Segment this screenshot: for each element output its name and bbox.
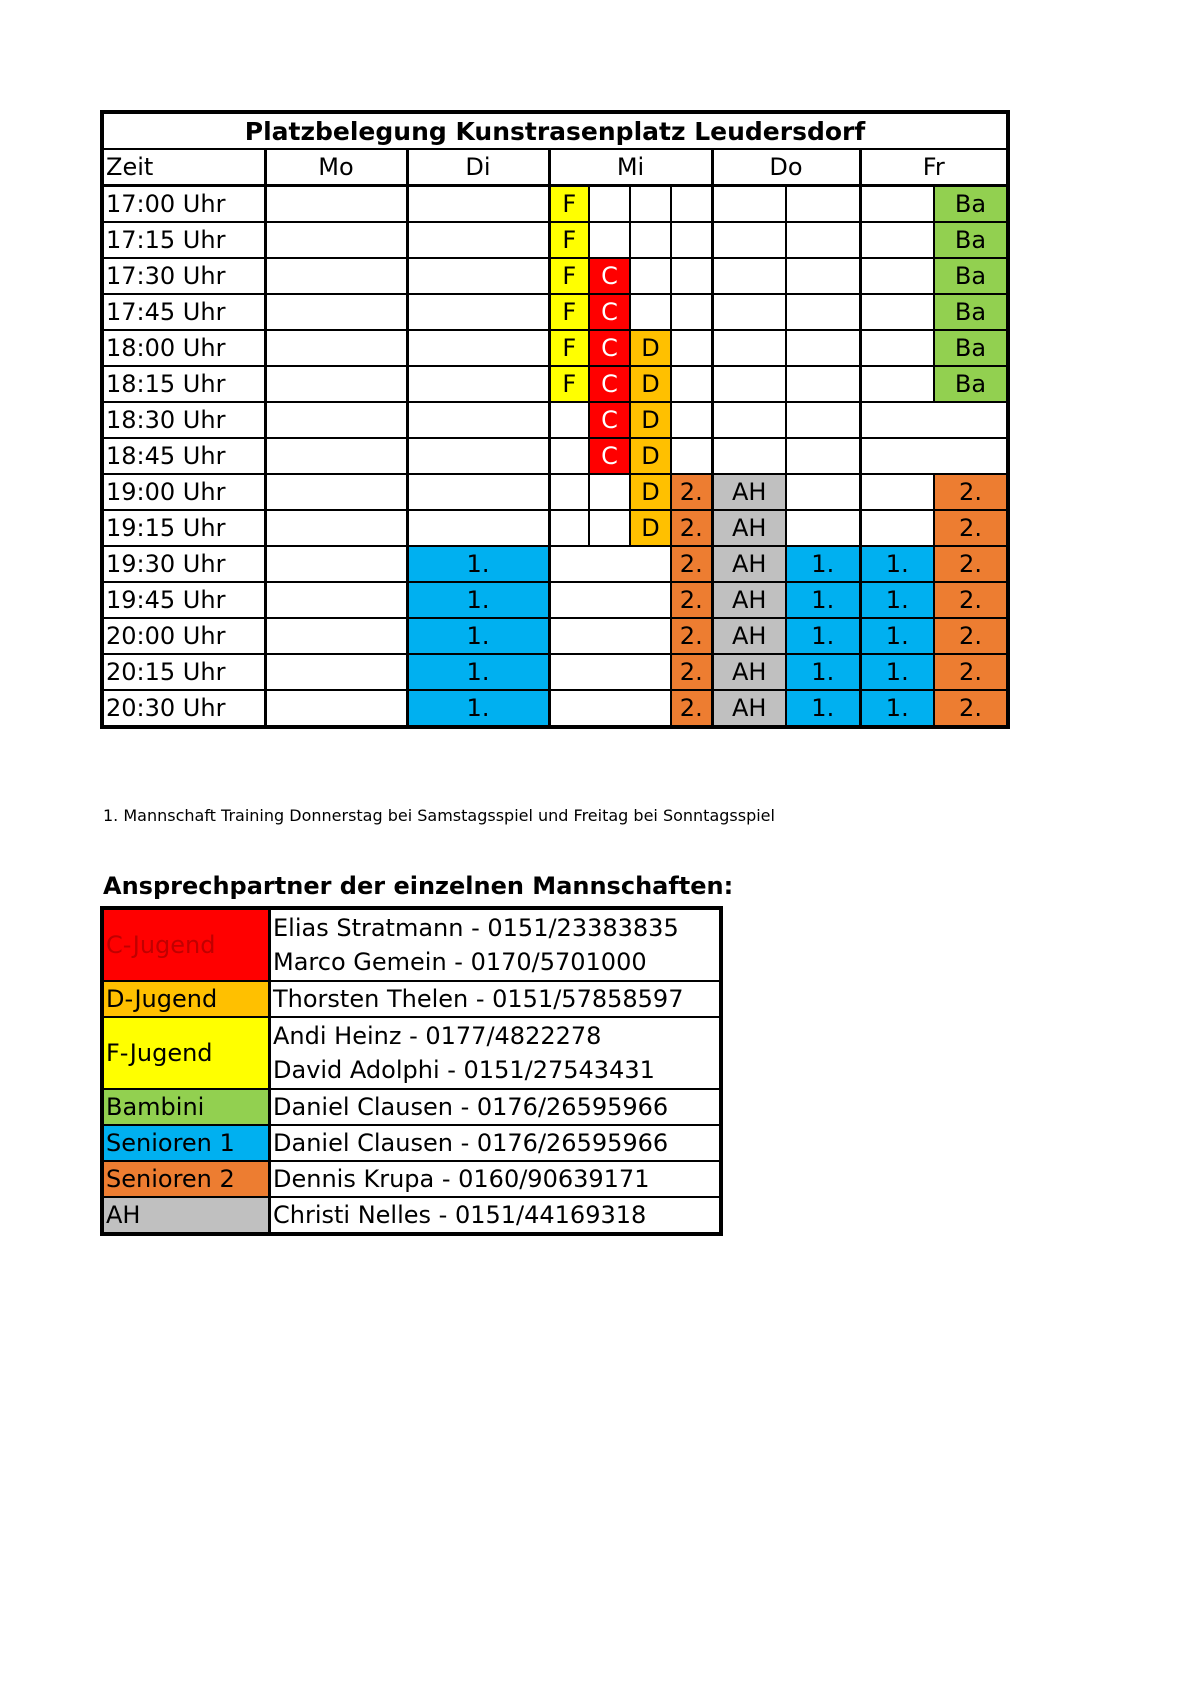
slot-s2: 2. [934,474,1008,510]
slot-s2: 2. [934,618,1008,654]
slot-empty [860,294,934,330]
time-cell: 18:30 Uhr [102,402,265,438]
slot-empty [671,330,712,366]
schedule-row [102,582,1008,618]
slot-s1: 1. [786,618,860,654]
contact-row [102,1161,721,1197]
slot-empty [860,222,934,258]
slot-s1: 1. [860,582,934,618]
contact-row [102,981,721,1017]
slot-empty [407,366,549,402]
schedule-row [102,330,1008,366]
time-cell: 17:45 Uhr [102,294,265,330]
slot-empty [589,510,630,546]
schedule-row [102,510,1008,546]
contact-persons [270,908,722,981]
time-cell: 20:15 Uhr [102,654,265,690]
slot-empty [860,510,934,546]
schedule-row [102,366,1008,402]
time-cell: 17:00 Uhr [102,186,265,223]
slot-empty [712,294,786,330]
team-name: Senioren 1 [102,1125,270,1161]
slot-empty [549,618,671,654]
contact-row [102,1017,721,1089]
time-cell: 18:00 Uhr [102,330,265,366]
header-fr: Fr [860,149,1008,186]
slot-s1: 1. [860,690,934,727]
slot-empty [860,474,934,510]
slot-empty [265,402,407,438]
schedule-row [102,474,1008,510]
slot-ba: Ba [934,366,1008,402]
slot-f: F [549,222,589,258]
time-cell: 18:45 Uhr [102,438,265,474]
contact-persons [270,1197,722,1234]
slot-empty [712,330,786,366]
contacts-body [102,908,721,1234]
slot-empty [407,330,549,366]
slot-ah: AH [712,654,786,690]
slot-empty [671,222,712,258]
slot-empty [407,438,549,474]
time-cell: 19:45 Uhr [102,582,265,618]
schedule-row [102,438,1008,474]
slot-empty [712,366,786,402]
slot-s1: 1. [786,582,860,618]
slot-empty [549,582,671,618]
schedule-row [102,618,1008,654]
contact-person: Marco Gemein - 0170/5701000 [273,948,647,976]
slot-s2: 2. [671,654,712,690]
slot-empty [407,402,549,438]
slot-d: D [630,330,671,366]
contact-row [102,1089,721,1125]
slot-empty [549,690,671,727]
slot-empty [407,222,549,258]
schedule-title: Platzbelegung Kunstrasenplatz Leudersdorf [102,112,1008,149]
slot-empty [712,222,786,258]
time-cell: 17:30 Uhr [102,258,265,294]
slot-empty [712,186,786,223]
slot-s1: 1. [407,546,549,582]
team-name: C-Jugend [102,908,270,981]
slot-ah: AH [712,618,786,654]
slot-s1: 1. [860,546,934,582]
slot-empty [630,186,671,223]
schedule-row [102,690,1008,727]
time-cell: 20:30 Uhr [102,690,265,727]
contact-person: David Adolphi - 0151/27543431 [273,1056,655,1084]
header-di: Di [407,149,549,186]
time-cell: 19:00 Uhr [102,474,265,510]
slot-ah: AH [712,510,786,546]
slot-empty [786,330,860,366]
slot-empty [265,258,407,294]
header-do: Do [712,149,860,186]
slot-empty [786,474,860,510]
schedule-row [102,258,1008,294]
slot-ah: AH [712,474,786,510]
contact-person: Andi Heinz - 0177/4822278 [273,1022,602,1050]
contact-persons [270,1161,722,1197]
slot-empty [786,258,860,294]
slot-c: C [589,402,630,438]
slot-empty [860,186,934,223]
slot-s1: 1. [407,654,549,690]
contact-person: Christi Nelles - 0151/44169318 [273,1201,647,1229]
slot-empty [786,186,860,223]
slot-empty [786,438,860,474]
slot-empty [407,186,549,223]
contacts-heading: Ansprechpartner der einzelnen Mannschaften: [103,872,734,900]
slot-empty [671,186,712,223]
contact-persons [270,1089,722,1125]
slot-empty [265,366,407,402]
slot-s1: 1. [786,654,860,690]
contact-person: Dennis Krupa - 0160/90639171 [273,1165,650,1193]
training-note: 1. Mannschaft Training Donnerstag bei Samstagsspiel und Freitag bei Sonntagsspiel [103,806,775,825]
schedule-row [102,402,1008,438]
slot-f: F [549,330,589,366]
slot-empty [671,366,712,402]
slot-s1: 1. [860,618,934,654]
time-cell: 20:00 Uhr [102,618,265,654]
slot-ba: Ba [934,330,1008,366]
slot-empty [265,438,407,474]
slot-ah: AH [712,582,786,618]
slot-d: D [630,402,671,438]
slot-s2: 2. [671,510,712,546]
slot-d: D [630,438,671,474]
slot-s1: 1. [786,546,860,582]
contact-person: Daniel Clausen - 0176/26595966 [273,1093,669,1121]
time-cell: 18:15 Uhr [102,366,265,402]
slot-f: F [549,294,589,330]
team-name: D-Jugend [102,981,270,1017]
time-cell: 19:15 Uhr [102,510,265,546]
slot-empty [265,222,407,258]
slot-empty [407,510,549,546]
slot-empty [786,294,860,330]
slot-empty [265,654,407,690]
slot-ba: Ba [934,294,1008,330]
slot-empty [786,222,860,258]
slot-empty [786,510,860,546]
time-cell: 17:15 Uhr [102,222,265,258]
slot-empty [712,402,786,438]
contact-row [102,908,721,981]
slot-s2: 2. [671,474,712,510]
slot-s2: 2. [934,654,1008,690]
slot-ah: AH [712,546,786,582]
header-zeit: Zeit [102,149,265,186]
team-name: AH [102,1197,270,1234]
slot-s2: 2. [671,690,712,727]
team-name: Senioren 2 [102,1161,270,1197]
slot-empty [589,474,630,510]
schedule-body [102,112,1008,727]
slot-s1: 1. [407,618,549,654]
slot-empty [265,690,407,727]
slot-s1: 1. [860,654,934,690]
slot-empty [786,402,860,438]
contact-persons [270,981,722,1017]
slot-f: F [549,258,589,294]
slot-empty [630,222,671,258]
slot-s2: 2. [671,546,712,582]
slot-ba: Ba [934,222,1008,258]
header-mo: Mo [265,149,407,186]
slot-f: F [549,366,589,402]
slot-empty [712,438,786,474]
slot-s1: 1. [407,582,549,618]
slot-empty [407,258,549,294]
slot-empty [549,510,589,546]
slot-c: C [589,294,630,330]
slot-empty [671,438,712,474]
schedule-row [102,546,1008,582]
schedule-row [102,222,1008,258]
slot-s2: 2. [671,618,712,654]
slot-ba: Ba [934,186,1008,223]
slot-empty [549,654,671,690]
slot-c: C [589,330,630,366]
slot-s2: 2. [671,582,712,618]
team-name: Bambini [102,1089,270,1125]
slot-empty [860,402,1008,438]
slot-d: D [630,510,671,546]
contact-person: Thorsten Thelen - 0151/57858597 [273,985,684,1013]
slot-empty [265,546,407,582]
slot-empty [549,546,671,582]
slot-d: D [630,366,671,402]
slot-empty [407,294,549,330]
slot-s2: 2. [934,690,1008,727]
slot-empty [549,438,589,474]
slot-empty [549,402,589,438]
slot-empty [786,366,860,402]
contact-person: Daniel Clausen - 0176/26595966 [273,1129,669,1157]
slot-empty [671,294,712,330]
slot-f: F [549,186,589,223]
time-cell: 19:30 Uhr [102,546,265,582]
slot-empty [549,474,589,510]
schedule-table [100,110,1010,729]
slot-empty [860,330,934,366]
slot-empty [860,258,934,294]
team-name: F-Jugend [102,1017,270,1089]
slot-empty [630,294,671,330]
contact-person: Elias Stratmann - 0151/23383835 [273,914,679,942]
schedule-row [102,654,1008,690]
slot-empty [671,402,712,438]
schedule-row [102,186,1008,223]
contact-row [102,1125,721,1161]
schedule-row [102,294,1008,330]
schedule-header-row [102,149,1008,186]
contact-persons [270,1017,722,1089]
slot-empty [407,474,549,510]
slot-ba: Ba [934,258,1008,294]
slot-empty [630,258,671,294]
slot-s1: 1. [786,690,860,727]
contact-persons [270,1125,722,1161]
slot-c: C [589,438,630,474]
slot-d: D [630,474,671,510]
slot-c: C [589,366,630,402]
slot-empty [265,618,407,654]
slot-empty [265,294,407,330]
slot-empty [265,330,407,366]
slot-empty [860,366,934,402]
slot-s2: 2. [934,582,1008,618]
slot-empty [589,222,630,258]
header-mi: Mi [549,149,712,186]
slot-empty [712,258,786,294]
slot-s2: 2. [934,510,1008,546]
slot-empty [860,438,1008,474]
slot-empty [589,186,630,223]
slot-empty [265,510,407,546]
slot-s1: 1. [407,690,549,727]
slot-s2: 2. [934,546,1008,582]
slot-empty [265,474,407,510]
contact-row [102,1197,721,1234]
slot-empty [265,582,407,618]
contacts-table [100,906,723,1236]
slot-c: C [589,258,630,294]
slot-ah: AH [712,690,786,727]
slot-empty [671,258,712,294]
slot-empty [265,186,407,223]
